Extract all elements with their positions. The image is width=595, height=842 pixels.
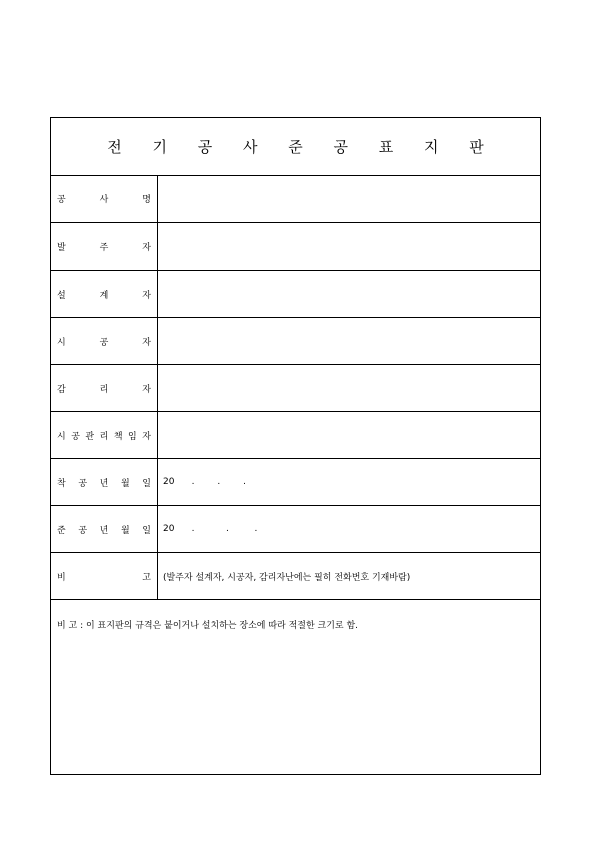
label-char: 시 xyxy=(57,337,66,348)
label-char: 자 xyxy=(142,431,151,442)
label-char: 주 xyxy=(99,243,109,253)
label-char: 임 xyxy=(128,431,137,442)
form-title: 전 기 공 사 준 공 표 지 판 xyxy=(107,138,497,156)
row-project-name xyxy=(51,175,540,223)
row-remarks xyxy=(51,553,540,600)
label-char: 공 xyxy=(57,195,66,205)
label-char: 사 xyxy=(99,195,109,205)
row-label xyxy=(57,523,151,536)
label-char: 리 xyxy=(99,384,109,395)
label-cell xyxy=(51,223,158,270)
label-char: 책 xyxy=(113,431,123,442)
label-char: 월 xyxy=(120,525,130,536)
label-char: 리 xyxy=(99,431,109,442)
label-char: 명 xyxy=(142,195,151,205)
label-cell xyxy=(51,271,158,317)
note-text: 비 고 : 이 표지판의 규격은 붙이거나 설치하는 장소에 따라 적절한 크기로 함. xyxy=(57,621,359,631)
value-cell[interactable]: 20 . . . xyxy=(163,524,258,534)
row-label xyxy=(57,476,151,489)
label-char: 공 xyxy=(99,337,109,348)
row-designer xyxy=(51,271,540,318)
label-char: 관 xyxy=(85,431,95,442)
label-cell xyxy=(51,553,158,599)
label-char: 준 xyxy=(57,525,66,536)
label-char: 년 xyxy=(99,478,109,489)
label-char: 일 xyxy=(142,525,151,536)
label-char: 년 xyxy=(99,525,109,536)
completion-sign-form xyxy=(50,117,541,775)
row-label xyxy=(57,335,151,348)
value-cell[interactable]: 20 . . . xyxy=(163,477,246,487)
label-cell xyxy=(51,318,158,364)
row-supervisor xyxy=(51,365,540,412)
label-char: 일 xyxy=(142,478,151,489)
value-cell[interactable] xyxy=(159,412,540,458)
label-cell xyxy=(51,506,158,552)
label-char: 설 xyxy=(57,290,66,301)
row-label xyxy=(57,240,151,253)
label-char: 계 xyxy=(99,290,109,301)
label-char: 공 xyxy=(71,431,80,442)
value-cell[interactable] xyxy=(159,318,540,364)
row-label xyxy=(57,192,151,205)
label-cell xyxy=(51,175,158,222)
label-cell xyxy=(51,412,158,458)
label-char: 시 xyxy=(57,431,66,442)
row-label xyxy=(57,288,151,301)
label-char: 공 xyxy=(78,478,88,489)
label-char: 고 xyxy=(142,572,151,583)
label-char: 발 xyxy=(57,243,66,253)
value-cell[interactable] xyxy=(159,271,540,317)
row-contractor xyxy=(51,318,540,365)
label-cell xyxy=(51,365,158,411)
row-construction-manager xyxy=(51,412,540,459)
row-label xyxy=(57,429,151,442)
label-char: 감 xyxy=(57,384,66,395)
label-char: 착 xyxy=(57,478,66,489)
label-char: 공 xyxy=(78,525,88,536)
form-title-row xyxy=(51,118,540,176)
value-cell[interactable] xyxy=(159,223,540,270)
row-orderer xyxy=(51,223,540,271)
row-completion-date xyxy=(51,506,540,553)
value-cell[interactable] xyxy=(159,365,540,411)
label-char: 자 xyxy=(142,337,151,348)
label-cell xyxy=(51,459,158,505)
label-char: 자 xyxy=(142,243,151,253)
row-label xyxy=(57,382,151,395)
value-cell[interactable] xyxy=(159,175,540,222)
row-label xyxy=(57,570,151,583)
row-start-date xyxy=(51,459,540,506)
label-char: 비 xyxy=(57,572,66,583)
value-cell[interactable]: (발주자 설계자, 시공자, 감리자난에는 필히 전화번호 기재바람) xyxy=(163,572,411,583)
label-char: 자 xyxy=(142,384,151,395)
label-char: 월 xyxy=(120,478,130,489)
label-char: 자 xyxy=(142,290,151,301)
